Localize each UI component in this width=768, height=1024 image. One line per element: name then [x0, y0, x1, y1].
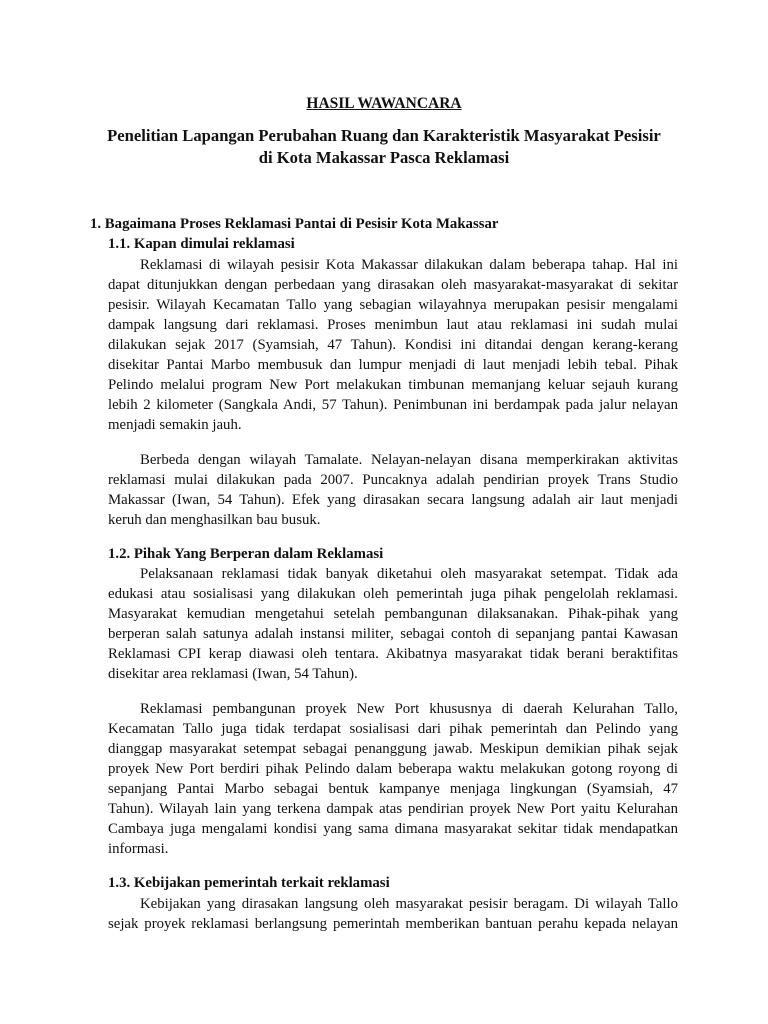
- section-1-1-heading: 1.1. Kapan dimulai reklamasi: [108, 236, 295, 252]
- document-subtitle-line-2: di Kota Makassar Pasca Reklamasi: [258, 148, 510, 167]
- paragraph-line: Pelaksanaan reklamasi tidak banyak diketahui oleh masyarakat setempat. Tidak ada: [140, 566, 678, 582]
- paragraph-line: dampak langsung dari reklamasi. Proses menimbun laut atau reklamasi ini sudah mulai: [108, 317, 678, 333]
- paragraph-line: dianggap masyarakat setempat sebagai penanggung jawab. Meskipun demikian pihak sejak: [108, 741, 678, 757]
- paragraph-line: sepanjang Pantai Marbo sebagai bentuk kampanye menjaga lingkungan (Syamsiah, 47: [108, 781, 678, 797]
- paragraph-line: berperan salah satunya adalah instansi militer, sebagai contoh di sepanjang pantai Kawasan: [108, 626, 678, 642]
- paragraph-line: proyek New Port berdiri pihak Pelindo dalam beberapa waktu melakukan gotong royong di: [108, 761, 678, 777]
- paragraph-line: Berbeda dengan wilayah Tamalate. Nelayan-nelayan disana memperkirakan aktivitas: [140, 452, 678, 468]
- document-title: HASIL WAWANCARA: [306, 95, 462, 112]
- paragraph-line: disekitar area reklamasi (Iwan, 54 Tahun).: [108, 666, 358, 682]
- paragraph-line: sejak proyek reklamasi berlangsung pemerintah memberikan bantuan perahu kepada nelayan: [108, 916, 678, 932]
- document-subtitle-line-1: Penelitian Lapangan Perubahan Ruang dan Karakteristik Masyarakat Pesisir: [107, 126, 661, 145]
- paragraph-line: Pelindo melalui program New Port melakukan timbunan memanjang keluar sejauh kurang: [108, 377, 678, 393]
- paragraph-line: lebih 2 kilometer (Sangkala Andi, 57 Tahun). Penimbunan ini berdampak pada jalur nelayan: [108, 397, 678, 413]
- section-1-2-heading: 1.2. Pihak Yang Berperan dalam Reklamasi: [108, 546, 384, 562]
- paragraph-line: Masyarakat kemudian mengetahui setelah pembangunan dilaksanakan. Pihak-pihak yang: [108, 606, 678, 622]
- paragraph-line: disekitar Pantai Marbo membusuk dan lumpur menjadi di laut menjadi lebih tebal. Pihak: [108, 357, 678, 373]
- paragraph-line: keruh dan menghasilkan bau busuk.: [108, 512, 321, 528]
- paragraph-line: Reklamasi di wilayah pesisir Kota Makassar dilakukan dalam beberapa tahap. Hal ini: [140, 257, 678, 273]
- paragraph-line: reklamasi mulai dilakukan pada 2007. Puncaknya adalah pendirian proyek Trans Studio: [108, 472, 678, 488]
- paragraph-line: dilakukan sejak 2017 (Syamsiah, 47 Tahun). Kondisi ini ditandai dengan kerang-kerang: [108, 337, 678, 353]
- paragraph-line: Kebijakan yang dirasakan langsung oleh masyarakat pesisir beragam. Di wilayah Tallo: [140, 896, 678, 912]
- paragraph-line: Reklamasi pembangunan proyek New Port khususnya di daerah Kelurahan Tallo,: [140, 701, 678, 717]
- paragraph-line: dapat ditunjukkan dengan perbedaan yang dirasakan oleh masyarakat-masyarakat di sekitar: [108, 277, 678, 293]
- paragraph-line: Reklamasi CPI kerap diawasi oleh tentara. Akibatnya masyarakat tidak berani beraktifitas: [108, 646, 678, 662]
- paragraph-line: menjadi semakin jauh.: [108, 417, 242, 433]
- paragraph-line: informasi.: [108, 841, 169, 857]
- paragraph-line: Kecamatan Tallo juga tidak terdapat sosialisasi dari pihak pemerintah dan Pelindo yang: [108, 721, 678, 737]
- section-1-3-heading: 1.3. Kebijakan pemerintah terkait reklamasi: [108, 875, 390, 891]
- paragraph-line: pesisir. Wilayah Kecamatan Tallo yang sebagian wilayahnya merupakan pesisir mengalami: [108, 297, 678, 313]
- section-1-heading: 1. Bagaimana Proses Reklamasi Pantai di Pesisir Kota Makassar: [90, 216, 499, 232]
- paragraph-line: Cambaya juga mengalami kondisi yang sama dimana masyarakat sekitar tidak mendapatkan: [108, 821, 678, 837]
- paragraph-line: edukasi atau sosialisasi yang dilakukan oleh pemerintah juga pihak pengelolah reklamasi.: [108, 586, 678, 602]
- paragraph-line: Tahun). Wilayah lain yang terkena dampak atas pendirian proyek New Port yaitu Kelurahan: [108, 801, 678, 817]
- paragraph-line: Makassar (Iwan, 54 Tahun). Efek yang dirasakan secara langsung adalah air laut menjadi: [108, 492, 678, 508]
